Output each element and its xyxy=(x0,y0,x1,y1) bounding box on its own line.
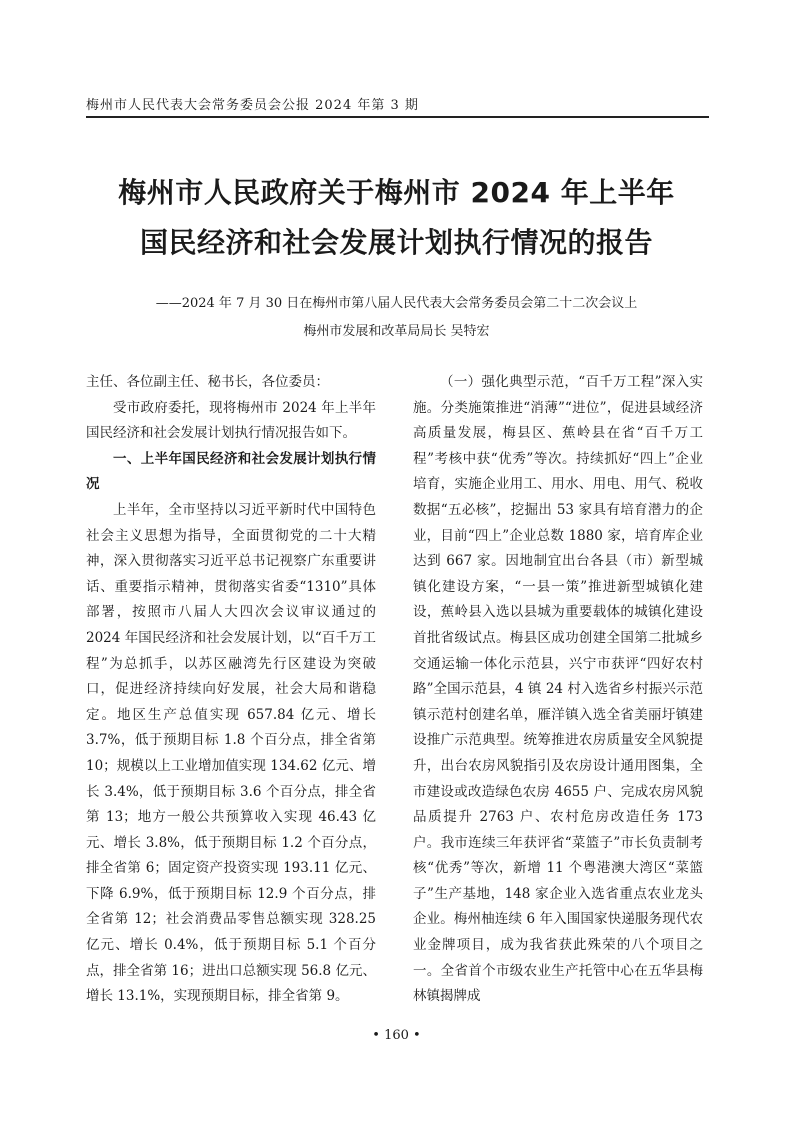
salutation: 主任、各位副主任、秘书长，各位委员： xyxy=(86,374,329,390)
section-paragraph: 上半年，全市坚持以习近平新时代中国特色社会主义思想为指导，全面贯彻党的二十大精神，深入贯彻落实习近平总书记视察广东重要讲话、重要指示精神，贯彻落实省委“1310”具体部署，按照市八届人大四次会议审议通过的 2024 年国民经济和社会发展计划，以“百千万工程”为总抓手，以苏区融湾先行区建设为突破口，促进经济持续向好发展，社会大局和谐稳定。地区生产总值实现 657.84 亿元、增长 3.7%，低于预期目标 1.8 个百分点，排全省第 10；规模以上工业增加值实现 134.62 亿元、增长 3.4%，低于预期目标 3.6 个百分点，排全省第 13；地方一般公共预算收入实现 46.43 亿元、增长 3.8%，低于预期目标 1.2 个百分点，排全省第 6；固定资产投资实现 193.11 亿元、下降 6.9%，低于预期目标 12.9 个百分点，排全省第 12；社会消费品零售总额实现 328.25 亿元、增长 0.4%，低于预期目标 5.1 个百分点，排全省第 16；进出口总额实现 56.8 亿元、增长 13.1%，实现预期目标，排全省第 9。 xyxy=(86,501,376,1005)
document-title xyxy=(0,168,793,268)
title-line-1: 梅州市人民政府关于梅州市 2024 年上半年 xyxy=(118,176,675,209)
subsection-heading: （一）强化典型示范，“百千万工程”深入实施。 xyxy=(413,374,703,416)
page-number: • 160 • xyxy=(372,1028,421,1043)
section-heading: 一、上半年国民经济和社会发展计划执行情况 xyxy=(86,450,376,493)
document-subtitle xyxy=(0,290,793,346)
subsection-text: 分类施策推进“消薄”“进位”，促进县域经济高质量发展，梅县区、蕉岭县在省“百千万工程”考核中获“优秀”等次。持续抓好“四上”企业培育，实施企业用工、用水、用电、用气、税收数据“五必核”，挖掘出 53 家具有培育潜力的企业，目前“四上”企业总数 1880 家，培育库企业达到 667 家。因地制宜出台各县（市）新型城镇化建设方案，“一县一策”推进新型城镇化建设，蕉岭县入选以县城为重要载体的城镇化建设首批省级试点。梅县区成功创建全国第二批城乡交通运输一体化示范县，兴宁市获评“四好农村路”全国示范县，4 镇 24 村入选省乡村振兴示范镇示范村创建名单，雁洋镇入选全省美丽圩镇建设推广示范典型。统筹推进农房质量安全风貌提升，出台农房风貌指引及农房设计通用图集，全市建设或改造绿色农房 4655 户、完成农房风貌品质提升 2763 户、农村危房改造任务 173 户。我市连续三年获评省“菜篮子”市长负责制考核“优秀”等次，新增 11 个粤港澳大湾区“菜篮子”生产基地，148 家企业入选省重点农业龙头企业。梅州柚连续 6 年入围国家快递服务现代农业金牌项目，成为我省获此殊荣的八个项目之一。全省首个市级农业生产托管中心在五华县梅林镇揭牌成 xyxy=(413,399,703,1005)
left-column xyxy=(86,370,376,1010)
header-rule xyxy=(86,116,709,118)
running-header: 梅州市人民代表大会常务委员会公报 2024 年第 3 期 xyxy=(86,98,419,113)
subtitle-line-2: 梅州市发展和改革局局长 吴特宏 xyxy=(303,324,490,339)
intro-paragraph: 受市政府委托，现将梅州市 2024 年上半年国民经济和社会发展计划执行情况报告如下。 xyxy=(86,399,376,442)
subtitle-line-1: ——2024 年 7 月 30 日在梅州市第八届人民代表大会常务委员会第二十二次会议上 xyxy=(155,296,638,311)
title-line-2: 国民经济和社会发展计划执行情况的报告 xyxy=(139,226,653,259)
right-column xyxy=(413,370,703,1010)
subsection-paragraph xyxy=(413,370,703,1010)
